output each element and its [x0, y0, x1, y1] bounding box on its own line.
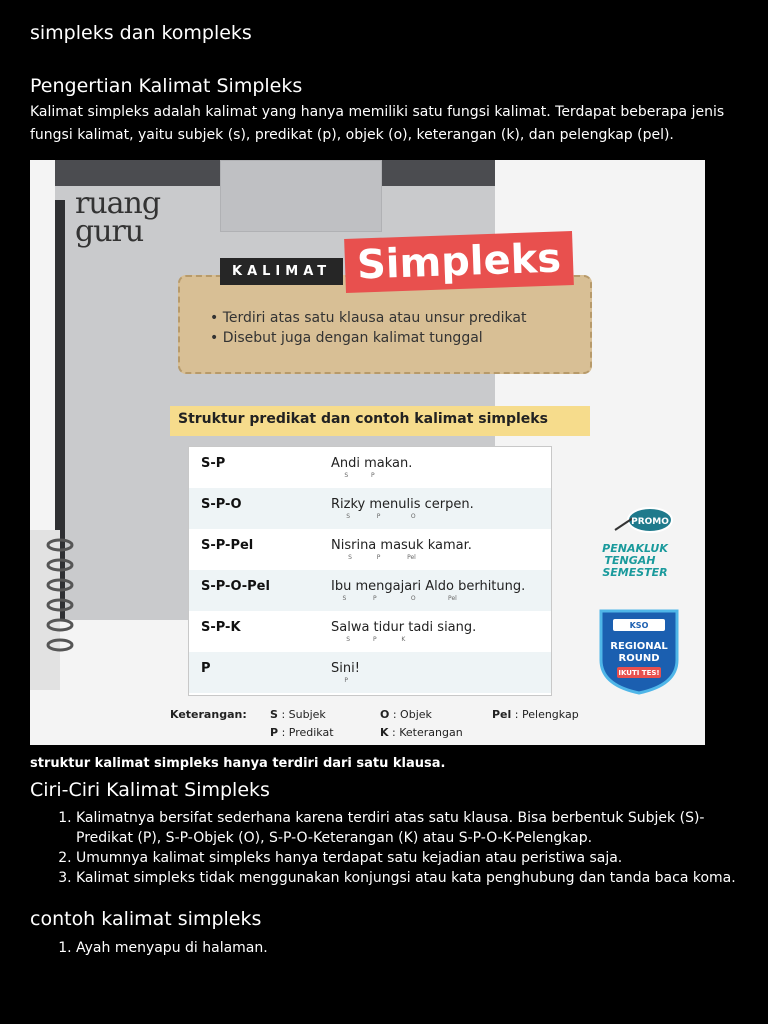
- row-example: Sini!: [331, 661, 360, 676]
- table-row: [189, 570, 551, 611]
- row-pattern: P: [201, 661, 211, 676]
- row-function-labels: S P: [331, 472, 375, 479]
- kalimat-tag: KALIMAT: [220, 258, 343, 285]
- row-pattern: S-P: [201, 456, 226, 471]
- regional-round-badge: [595, 605, 683, 695]
- definition-bullet: • Terdiri atas satu klausa atau unsur predikat: [210, 310, 527, 326]
- section-heading-contoh: contoh kalimat simpleks: [30, 908, 262, 930]
- table-row: [189, 529, 551, 570]
- legend-item: K : Keterangan: [380, 726, 463, 739]
- definition-bullet: • Disebut juga dengan kalimat tunggal: [210, 330, 483, 346]
- table-row: [189, 488, 551, 529]
- legend-item: Pel : Pelengkap: [492, 708, 579, 721]
- svg-text:SEMESTER: SEMESTER: [602, 566, 668, 579]
- svg-text:REGIONAL: REGIONAL: [610, 641, 668, 652]
- legend-item: P : Predikat: [270, 726, 334, 739]
- section-heading-ciri: Ciri-Ciri Kalimat Simpleks: [30, 779, 270, 801]
- structure-title: Struktur predikat dan contoh kalimat simpleks: [178, 411, 548, 427]
- table-row: [189, 652, 551, 693]
- list-item: 1. Ayah menyapu di halaman.: [76, 938, 740, 958]
- row-example: Ibu mengajari Aldo berhitung.: [331, 579, 526, 594]
- list-item: 1. Kalimatnya bersifat sederhana karena terdiri atas satu klausa. Bisa berbentuk Subjek (S)-Predikat (P), S-P-Objek (O), S-P-O-Keterangan (K) atau S-P-O-K-Pelengkap.: [76, 808, 740, 848]
- row-pattern: S-P-K: [201, 620, 241, 635]
- row-example: Nisrina masuk kamar.: [331, 538, 472, 553]
- simpleks-tag: Simpleks: [344, 231, 574, 293]
- page-title: simpleks dan kompleks: [30, 22, 252, 44]
- row-pattern: S-P-Pel: [201, 538, 254, 553]
- section-heading-pengertian: Pengertian Kalimat Simpleks: [30, 75, 303, 97]
- row-function-labels: S P O: [331, 513, 416, 520]
- svg-text:TENGAH: TENGAH: [604, 554, 656, 567]
- svg-text:KSO: KSO: [629, 621, 649, 630]
- ciri-list: [30, 808, 740, 888]
- legend-label: Keterangan:: [170, 708, 247, 721]
- row-example: Salwa tidur tadi siang.: [331, 620, 477, 635]
- row-function-labels: P: [331, 677, 348, 684]
- row-function-labels: S P O Pel: [331, 595, 457, 602]
- ruangguru-logo: ruang guru: [75, 186, 161, 249]
- structure-table: [188, 446, 552, 696]
- table-row: [189, 611, 551, 652]
- legend-item: O : Objek: [380, 708, 432, 721]
- svg-text:PROMO: PROMO: [631, 517, 669, 527]
- row-function-labels: S P K: [331, 636, 406, 643]
- infographic-image: [30, 160, 705, 745]
- notebook-spiral-illustration: [30, 530, 85, 690]
- list-item: 3. Kalimat simpleks tidak menggunakan konjungsi atau kata penghubung dan tanda baca koma.: [76, 868, 740, 888]
- table-row: [189, 447, 551, 488]
- svg-text:IKUTI TES!: IKUTI TES!: [618, 669, 660, 677]
- legend-item: S : Subjek: [270, 708, 326, 721]
- figure-caption: struktur kalimat simpleks hanya terdiri dari satu klausa.: [30, 756, 446, 771]
- row-pattern: S-P-O: [201, 497, 242, 512]
- penakluk-promo-badge: [585, 500, 685, 585]
- row-example: Rizky menulis cerpen.: [331, 497, 474, 512]
- row-function-labels: S P Pel: [331, 554, 416, 561]
- section-paragraph-pengertian: Kalimat simpleks adalah kalimat yang hanya memiliki satu fungsi kalimat. Terdapat beberapa jenis fungsi kalimat, yaitu subjek (s), predikat (p), objek (o), keterangan (k), dan pelengkap (pel).: [30, 104, 725, 143]
- list-item: 2. Umumnya kalimat simpleks hanya terdapat satu kejadian atau peristiwa saja.: [76, 848, 740, 868]
- svg-text:ROUND: ROUND: [618, 653, 660, 664]
- row-example: Andi makan.: [331, 456, 413, 471]
- contoh-list: [30, 938, 740, 958]
- laptop-trackpad: [220, 160, 382, 232]
- row-pattern: S-P-O-Pel: [201, 579, 270, 594]
- svg-text:PENAKLUK: PENAKLUK: [602, 542, 668, 555]
